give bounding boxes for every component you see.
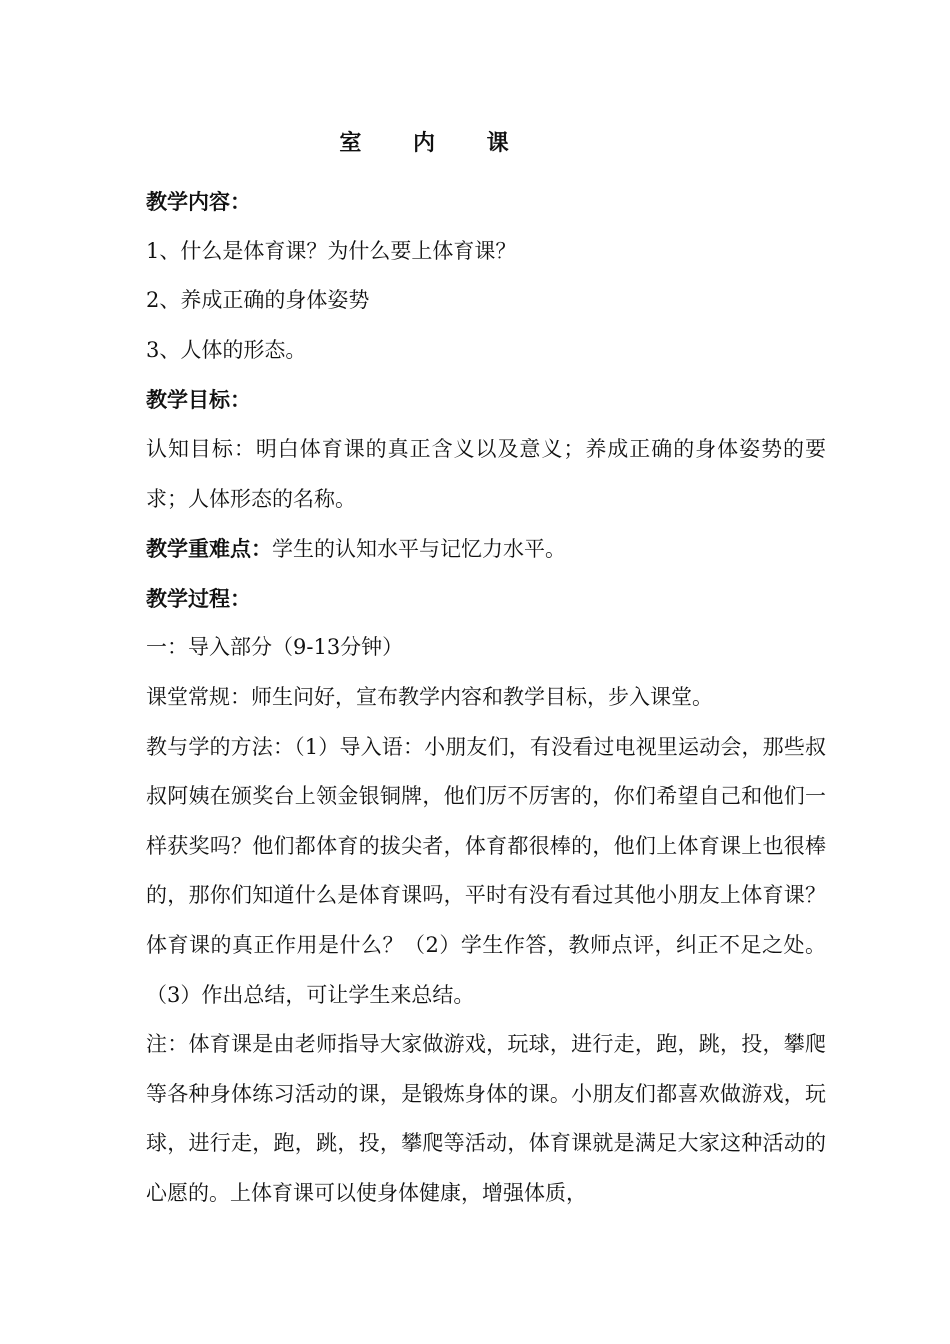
document-body: [146, 177, 826, 1218]
keypoint-line: [146, 524, 826, 574]
objective-paragraph: 认知目标：明白体育课的真正含义以及意义；养成正确的身体姿势的要求；人体形态的名称。: [146, 436, 826, 511]
routine-paragraph: 课堂常规：师生问好，宣布教学内容和教学目标，步入课堂。: [146, 684, 713, 709]
objective-heading: 教学目标：: [146, 387, 251, 413]
method-paragraph: 教与学的方法：（1）导入语：小朋友们，有没看过电视里运动会，那些叔叔阿姨在颁奖台上领金银铜牌，他们厉不厉害的，你们希望自己和他们一样获奖吗？他们都体育的拔尖者，体育都很棒的，他们上体育课上也很棒的，那你们知道什么是体育课吗，平时有没有看过其他小朋友上体育课？体育课的真正作用是什么？（2）学生作答，教师点评，纠正不足之处。（3）作出总结，可让学生来总结。: [146, 734, 826, 1007]
content-heading: 教学内容：: [146, 189, 251, 214]
process-heading: 教学过程：: [146, 585, 251, 611]
content-item: 3、人体的形态。: [146, 337, 307, 362]
page-title: 室 内 课: [339, 130, 531, 156]
section-one-heading: 一：导入部分（9-13分钟）: [146, 635, 404, 660]
note-paragraph: 注：体育课是由老师指导大家做游戏，玩球，进行走，跑，跳，投，攀爬等各种身体练习活动的课，是锻炼身体的课。小朋友们都喜欢做游戏，玩球，进行走，跑，跳，投，攀爬等活动，体育课就是满足大家这种活动的心愿的。上体育课可以使身体健康，增强体质，: [146, 1032, 826, 1205]
content-item: 1、什么是体育课？为什么要上体育课？: [146, 238, 517, 263]
content-item: 2、养成正确的身体姿势: [146, 288, 370, 313]
keypoint-label: 教学重难点：: [146, 536, 272, 562]
keypoint-text: 学生的认知水平与记忆力水平。: [272, 537, 566, 562]
